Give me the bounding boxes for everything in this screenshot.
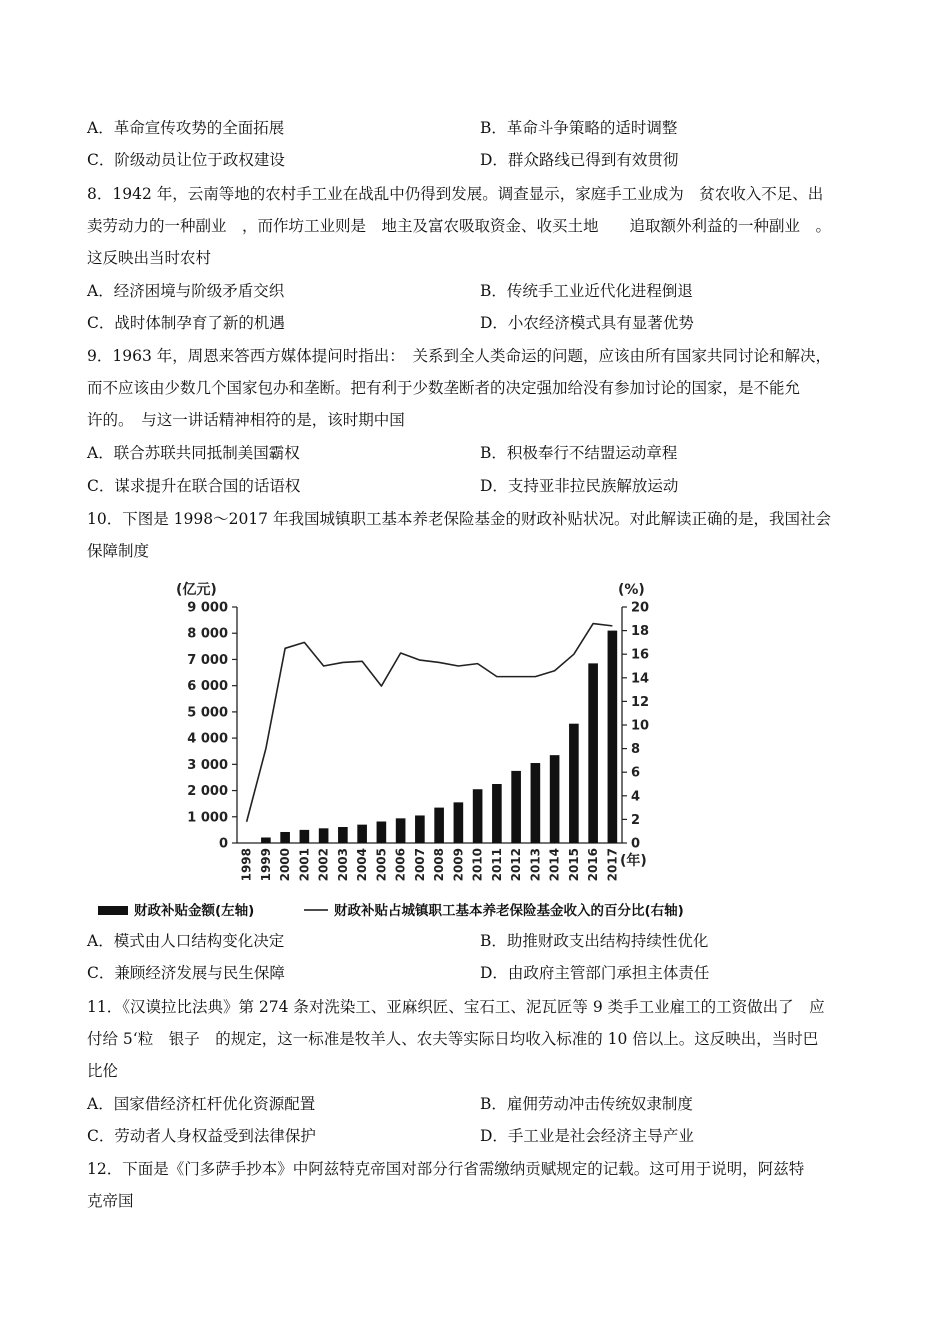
q11-stem-line-1: 11．《汉谟拉比法典》第 274 条对洗染工、亚麻织匠、宝石工、泥瓦匠等 9 类手工业雇工的工资做出了 应 (87, 998, 825, 1016)
x-axis-tick-label: 1999 (258, 848, 273, 882)
right-axis-tick-label: 6 (631, 765, 641, 781)
x-axis-tick-label: 2011 (489, 848, 504, 882)
left-axis-tick-label: 7 000 (187, 652, 228, 668)
x-axis-tick-label: 2007 (412, 848, 427, 882)
right-axis-tick-label: 16 (631, 647, 650, 663)
legend-line-label: 财政补贴占城镇职工基本养老保险基金收入的百分比(右轴) (334, 903, 684, 919)
q9-option-a: A．联合苏联共同抵制美国霸权 (87, 444, 300, 462)
q10-option-a: A．模式由人口结构变化决定 (87, 932, 285, 950)
x-axis-tick-label: 1998 (239, 848, 254, 882)
x-axis-tick-label: 2004 (355, 848, 370, 882)
subsidy-bar (261, 837, 271, 843)
legend-bar-label: 财政补贴金额(左轴) (134, 903, 255, 919)
right-axis-tick-label: 12 (631, 694, 650, 710)
q9-stem-line-2: 而不应该由少数几个国家包办和垄断。把有利于少数垄断者的决定强加给没有参加讨论的国家，是不能允 (87, 379, 801, 397)
q11-option-a: A．国家借经济杠杆优化资源配置 (87, 1095, 316, 1113)
subsidy-bar (550, 755, 560, 843)
right-axis-tick-label: 18 (631, 624, 650, 640)
subsidy-bar (377, 821, 387, 843)
right-axis-tick-label: 8 (631, 742, 641, 758)
q8-option-d: D．小农经济模式具有显著优势 (480, 314, 694, 332)
q8-option-a: A．经济困境与阶级矛盾交织 (87, 282, 285, 300)
q9-option-d: D．支持亚非拉民族解放运动 (480, 477, 679, 495)
right-axis-tick-label: 4 (631, 789, 641, 805)
x-axis-tick-label: 2012 (509, 848, 524, 882)
q11-stem-line-3: 比伦 (87, 1062, 119, 1080)
subsidy-bar (434, 808, 444, 843)
x-axis-tick-label: 2000 (278, 848, 293, 882)
x-axis-tick-label: 2006 (393, 848, 408, 882)
pension-subsidy-chart (90, 572, 830, 924)
subsidy-bar (415, 815, 425, 843)
q10-stem-line-2: 保障制度 (87, 542, 150, 560)
x-axis-tick-label: 2014 (547, 848, 562, 882)
q9-stem-line-3: 许的。 与这一讲话精神相符的是，该时期中国 (87, 411, 405, 429)
right-axis-tick-label: 0 (631, 836, 641, 852)
right-axis-tick-label: 14 (631, 671, 650, 687)
subsidy-bar (300, 830, 310, 843)
subsidy-bar (357, 825, 367, 843)
left-axis-tick-label: 0 (218, 836, 228, 852)
q8-option-b: B．传统手工业近代化进程倒退 (480, 282, 693, 300)
x-axis-tick-label: 2002 (316, 848, 331, 882)
x-axis-tick-label: 2003 (335, 848, 350, 882)
q9-option-c: C．谋求提升在联合国的话语权 (87, 477, 301, 495)
q8-option-c: C．战时体制孕育了新的机遇 (87, 314, 285, 332)
q12-stem-line-2: 克帝国 (87, 1192, 134, 1210)
subsidy-bar (454, 802, 464, 843)
x-axis-tick-label: 2008 (432, 848, 447, 882)
x-axis-unit: (年) (620, 853, 647, 869)
q7-option-c: C．阶级动员让位于政权建设 (87, 151, 285, 169)
q10-stem-line-1: 10．下图是 1998～2017 年我国城镇职工基本养老保险基金的财政补贴状况。对此解读正确的是，我国社会 (87, 510, 831, 528)
q9-option-b: B．积极奉行不结盟运动章程 (480, 444, 678, 462)
x-axis-tick-label: 2016 (586, 848, 601, 882)
left-axis-tick-label: 6 000 (187, 679, 228, 695)
q8-stem-line-1: 8．1942 年，云南等地的农村手工业在战乱中仍得到发展。调查显示，家庭手工业成为 贫农收入不足、出 (87, 185, 824, 203)
q7-option-d: D．群众路线已得到有效贯彻 (480, 151, 679, 169)
right-axis-unit: (%) (618, 582, 645, 598)
subsidy-bar (531, 763, 541, 843)
x-axis-tick-label: 2009 (451, 848, 466, 882)
q10-option-d: D．由政府主管部门承担主体责任 (480, 964, 710, 982)
subsidy-bar (280, 832, 290, 843)
q11-option-b: B．雇佣劳动冲击传统奴隶制度 (480, 1095, 693, 1113)
left-axis-tick-label: 9 000 (187, 600, 228, 616)
q10-option-b: B．助推财政支出结构持续性优化 (480, 932, 709, 950)
right-axis-tick-label: 2 (631, 812, 641, 828)
right-axis-tick-label: 10 (631, 718, 650, 734)
q12-stem-line-1: 12．下面是《门多萨手抄本》中阿兹特克帝国对部分行省需缴纳贡赋规定的记载。这可用于说明，阿兹特 (87, 1160, 805, 1178)
legend-bar-swatch (98, 906, 128, 915)
left-axis-tick-label: 8 000 (187, 626, 228, 642)
left-axis-tick-label: 2 000 (187, 784, 228, 800)
q9-stem-line-1: 9．1963 年，周恩来答西方媒体提问时指出： 关系到全人类命运的问题，应该由所有国家共同讨论和解决， (87, 347, 831, 365)
q10-option-c: C．兼顾经济发展与民生保障 (87, 964, 285, 982)
subsidy-bar (338, 827, 348, 843)
right-axis-tick-label: 20 (631, 600, 650, 616)
x-axis-tick-label: 2017 (605, 848, 620, 882)
subsidy-bar (588, 663, 598, 843)
left-axis-tick-label: 1 000 (187, 810, 228, 826)
q11-stem-line-2: 付给 5‘粒 银子 的规定，这一标准是牧羊人、农夫等实际日均收入标准的 10 倍以上。这反映出，当时巴 (87, 1030, 819, 1048)
x-axis-tick-label: 2010 (470, 848, 485, 882)
subsidy-bar (473, 789, 483, 843)
left-axis-tick-label: 3 000 (187, 757, 228, 773)
q11-option-c: C．劳动者人身权益受到法律保护 (87, 1127, 316, 1145)
q11-option-d: D．手工业是社会经济主导产业 (480, 1127, 694, 1145)
x-axis-tick-label: 2001 (297, 848, 312, 882)
q7-option-b: B．革命斗争策略的适时调整 (480, 119, 678, 137)
q8-stem-line-2: 卖劳动力的一种副业 ，而作坊工业则是 地主及富农吸取资金、收买土地 追取额外利益的一种副业 。 (87, 217, 832, 235)
x-axis-tick-label: 2005 (374, 848, 389, 882)
subsidy-bar (492, 784, 502, 843)
q8-stem-line-3: 这反映出当时农村 (87, 249, 212, 267)
subsidy-bar (608, 631, 618, 843)
left-axis-unit: (亿元) (176, 582, 217, 598)
left-axis-tick-label: 5 000 (187, 705, 228, 721)
x-axis-tick-label: 2013 (528, 848, 543, 882)
subsidy-bar (319, 828, 329, 843)
left-axis-tick-label: 4 000 (187, 731, 228, 747)
x-axis-tick-label: 2015 (566, 848, 581, 882)
subsidy-bar (396, 818, 406, 843)
subsidy-bar (569, 724, 579, 843)
subsidy-bar (511, 771, 521, 843)
q7-option-a: A．革命宣传攻势的全面拓展 (87, 119, 285, 137)
